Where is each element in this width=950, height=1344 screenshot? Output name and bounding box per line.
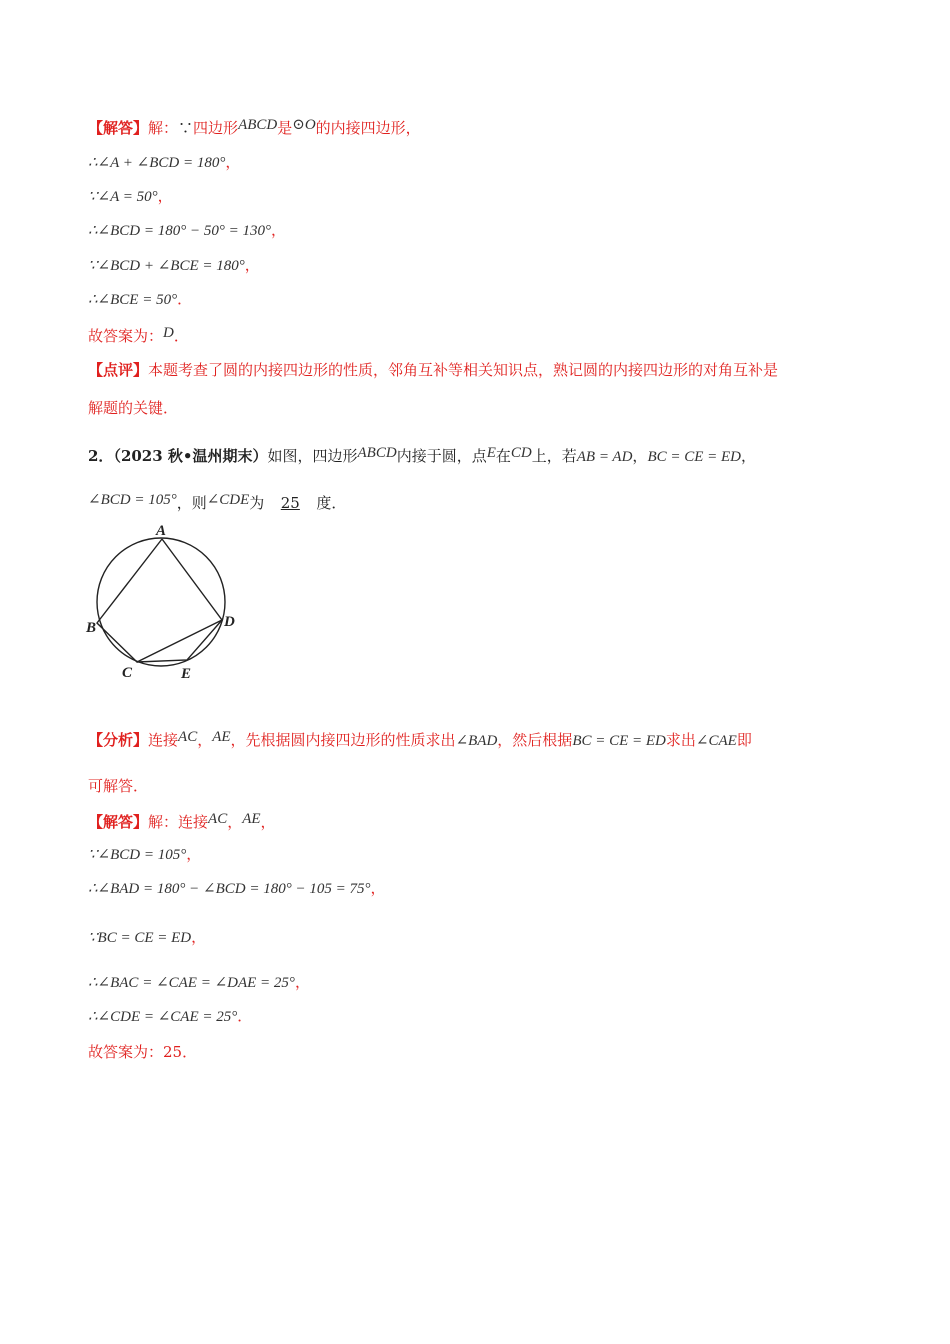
comment-line2: 解题的关键． <box>88 399 179 417</box>
label-d: D <box>224 614 235 630</box>
label-b: B <box>86 620 97 636</box>
sol2-answer: 故答案为：25． <box>88 1043 198 1061</box>
sol2-line5: ∴∠BAC = ∠CAE = ∠DAE = 25°， <box>88 973 310 991</box>
comment-line1: 【点评】本题考查了圆的内接四边形的性质，邻角互补等相关知识点，熟记圆的内接四边形的对角互补是 <box>88 361 779 379</box>
sol1-line2: ∴∠A + ∠BCD = 180°， <box>88 153 241 171</box>
sol2-line6: ∴∠CDE = ∠CAE = 25°． <box>88 1007 253 1025</box>
sol2-line4: ∵BC = CE = ED， <box>88 928 207 946</box>
label-e: E <box>181 666 192 682</box>
sol1-line5: ∵∠BCD + ∠BCE = 180°， <box>88 256 260 274</box>
analysis-line1: 【分析】连接AC，AE，先根据圆内接四边形的性质求出∠BAD，然后根据BC = CE = ED求出∠CAE即 <box>88 729 752 749</box>
circumcircle <box>97 538 225 666</box>
problem2-line1: 2．（2023 秋•温州期末）如图，四边形ABCD内接于圆，点E在CD上，若AB = AD，BC = CE = ED， <box>88 445 757 465</box>
answer-tag-2: 【解答】 <box>88 813 149 831</box>
sol2-line1: 【解答】解：连接AC，AE， <box>88 811 276 831</box>
sol1-answer: 故答案为：D． <box>88 325 189 345</box>
problem2-line2: ∠BCD = 105°，则∠CDE为 25 度． <box>88 492 347 512</box>
circle-quadrilateral-figure <box>80 520 260 690</box>
sol1-line4: ∴∠BCD = 180° − 50° = 130°， <box>88 221 286 239</box>
sol1-line3: ∵∠A = 50°， <box>88 187 173 205</box>
sol2-line3: ∴∠BAD = 180° − ∠BCD = 180° − 105 = 75°， <box>88 879 386 897</box>
arc-cd: CD <box>510 445 532 461</box>
sol1-line6: ∴∠BCE = 50°． <box>88 290 193 308</box>
sol1-line1: 【解答】解：∵四边形ABCD是⊙O的内接四边形， <box>88 117 421 137</box>
analysis-tag: 【分析】 <box>88 731 149 749</box>
label-c: C <box>122 665 133 681</box>
label-a: A <box>156 523 167 539</box>
comment-tag: 【点评】 <box>88 361 149 379</box>
sol2-line2: ∵∠BCD = 105°， <box>88 845 202 863</box>
problem-source: （2023 秋•温州期末） <box>113 447 268 465</box>
answer-tag: 【解答】 <box>88 119 149 137</box>
answer-blank: 25 <box>280 494 300 512</box>
analysis-line2: 可解答． <box>88 777 149 795</box>
